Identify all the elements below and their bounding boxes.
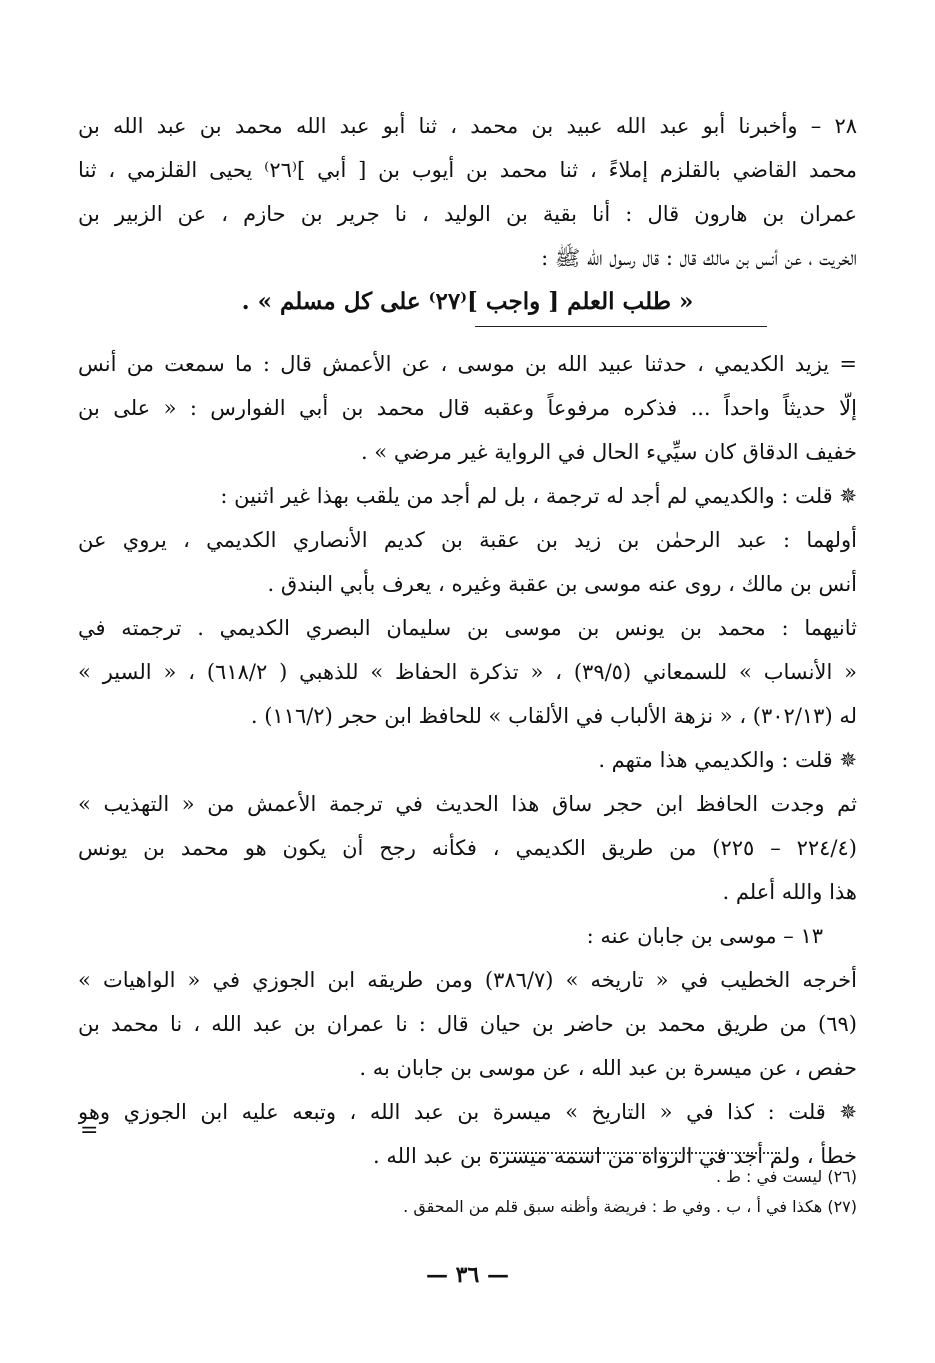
commentary-line: (٦٩) من طريق محمد بن حاضر بن حيان قال : نا عمران بن عبد الله ، نا محمد بن — [78, 1012, 857, 1036]
commentary-line: حفص ، عن ميسرة بن عبد الله ، عن موسى بن جابان به . — [359, 1056, 857, 1080]
commentary-line: خفيف الدقاق كان سيِّيء الحال في الرواية غير مرضي » . — [360, 440, 857, 464]
continuation-mark: = — [80, 1118, 99, 1143]
commentary-block — [78, 342, 857, 1178]
commentary-line: خطأ ، ولم أجد في الرواة من اسمه ميسرة بن عبد الله . — [373, 1144, 857, 1168]
hadith-matn: « طلب العلم [ واجب ]⁽٢٧⁾ على كل مسلم » . — [241, 288, 694, 315]
footnote: (٢٦) ليست في : ط . — [715, 1167, 857, 1186]
hadith-line: ٢٨ – وأخبرنا أبو عبد الله عبيد بن محمد ، ثنا أبو عبد الله محمد بن عبد الله بن — [78, 114, 857, 138]
commentary-note: ✵ قلت : والكديمي لم أجد له ترجمة ، بل لم أجد من يلقب بهذا غير اثنين : — [220, 484, 857, 508]
footnote: (٢٧) هكذا في أ ، ب . وفي ط : فريضة وأظنه سبق قلم من المحقق . — [403, 1197, 857, 1216]
commentary-line: (٢٢٤/٤ – ٢٢٥) من طريق الكديمي ، فكأنه رجح أن يكون هو محمد بن يونس — [78, 836, 857, 860]
commentary-note: ✵ قلت : والكديمي هذا متهم . — [598, 748, 857, 772]
commentary-line: « الأنساب » للسمعاني (٣٩/٥) ، « تذكرة الحفاظ » للذهبي ( ٦١٨/٢) ، « السير » — [78, 660, 857, 684]
commentary-note: ✵ قلت : كذا في « التاريخ » ميسرة بن عبد الله ، وتبعه عليه ابن الجوزي وهو — [78, 1100, 857, 1124]
commentary-line: ثانيهما : محمد بن يونس بن موسى بن سليمان البصري الكديمي . ترجمته في — [78, 616, 857, 640]
commentary-line: له (٣٠٢/١٣) ، « نزهة الألباب في الألقاب » للحافظ ابن حجر (١١٦/٢) . — [250, 704, 857, 728]
commentary-line: أخرجه الخطيب في « تاريخه » (٣٨٦/٧) ومن طريقه ابن الجوزي في « الواهيات » — [78, 968, 857, 992]
commentary-line: هذا والله أعلم . — [722, 880, 857, 904]
commentary-line: = يزيد الكديمي ، حدثنا عبيد الله بن موسى ، عن الأعمش قال : ما سمعت من أنس — [78, 352, 857, 376]
commentary-line: ثم وجدت الحافظ ابن حجر ساق هذا الحديث في ترجمة الأعمش من « التهذيب » — [78, 792, 857, 816]
hadith-line: الخريت ، عن أنس بن مالك قال : قال رسول الله ﷺ : — [541, 246, 857, 270]
hadith-line: محمد القاضي بالقلزم إملاءً ، ثنا محمد بن أيوب بن [ أبي ]⁽٢٦⁾ يحيى القلزمي ، ثنا — [78, 158, 857, 182]
footnotes — [78, 1162, 857, 1222]
hadith-block — [78, 104, 857, 324]
section-heading: ١٣ – موسى بن جابان عنه : — [586, 924, 823, 948]
footnote-divider — [492, 1152, 780, 1154]
section-divider — [475, 326, 767, 327]
commentary-line: إلّا حديثاً واحداً ... فذكره مرفوعاً وعقبه قال محمد بن أبي الفوارس : « على بن — [78, 396, 857, 420]
page-number: — ٣٦ — — [426, 1262, 509, 1288]
commentary-line: أولهما : عبد الرحمٰن بن زيد بن عقبة بن كديم الأنصاري الكديمي ، يروي عن — [78, 528, 857, 552]
hadith-line: عمران بن هارون قال : أنا بقية بن الوليد ، نا جرير بن حازم ، عن الزبير بن — [78, 202, 857, 226]
commentary-line: أنس بن مالك ، روى عنه موسى بن عقبة وغيره ، يعرف بأبي البندق . — [267, 572, 857, 596]
